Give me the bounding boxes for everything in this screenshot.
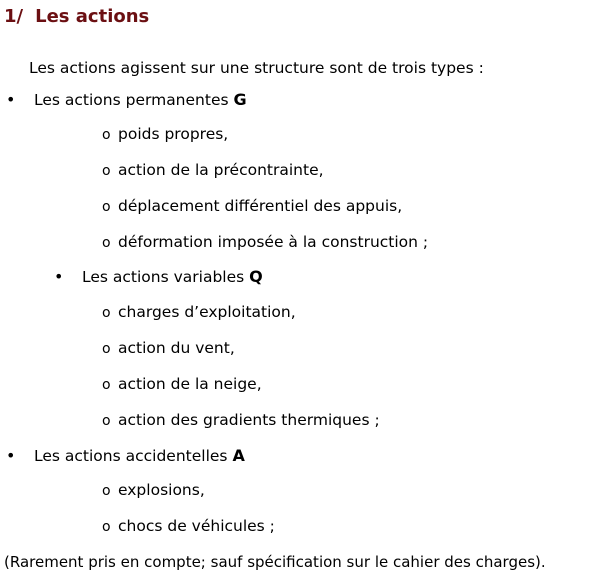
list-item: déplacement différentiel des appuis,: [118, 197, 403, 215]
list-item: action du vent,: [118, 339, 235, 357]
section-number: 1/: [4, 6, 24, 27]
sub-bullet: o: [102, 235, 111, 251]
group-title-accidentelles: [34, 446, 245, 466]
sub-bullet: o: [102, 377, 111, 393]
sub-bullet: o: [102, 413, 111, 429]
group-title-permanentes: [34, 90, 247, 110]
sub-bullet: o: [102, 341, 111, 357]
group-bullet: •: [54, 267, 64, 286]
footnote: (Rarement pris en compte; sauf spécification sur le cahier des charges).: [4, 553, 546, 571]
group-title-variables: [82, 267, 263, 287]
list-item: action des gradients thermiques ;: [118, 411, 380, 429]
sub-bullet: o: [102, 519, 111, 535]
sub-bullet: o: [102, 199, 111, 215]
group-bullet: •: [6, 446, 16, 465]
intro-text: Les actions agissent sur une structure sont de trois types :: [29, 59, 484, 77]
list-item: chocs de véhicules ;: [118, 517, 275, 535]
section-heading: [4, 6, 149, 27]
sub-bullet: o: [102, 483, 111, 499]
sub-bullet: o: [102, 163, 111, 179]
list-item: explosions,: [118, 481, 205, 499]
group-symbol: Q: [249, 267, 263, 286]
group-label: Les actions permanentes: [34, 91, 234, 109]
sub-bullet: o: [102, 305, 111, 321]
group-bullet: •: [6, 90, 16, 109]
list-item: action de la précontrainte,: [118, 161, 324, 179]
list-item: action de la neige,: [118, 375, 262, 393]
sub-bullet: o: [102, 127, 111, 143]
list-item: poids propres,: [118, 125, 229, 143]
group-symbol: G: [233, 90, 247, 109]
group-label: Les actions variables: [82, 268, 250, 286]
group-symbol: A: [232, 446, 245, 465]
list-item: déformation imposée à la construction ;: [118, 233, 429, 251]
group-label: Les actions accidentelles: [34, 447, 233, 465]
section-title: Les actions: [35, 6, 150, 27]
list-item: charges d’exploitation,: [118, 303, 296, 321]
